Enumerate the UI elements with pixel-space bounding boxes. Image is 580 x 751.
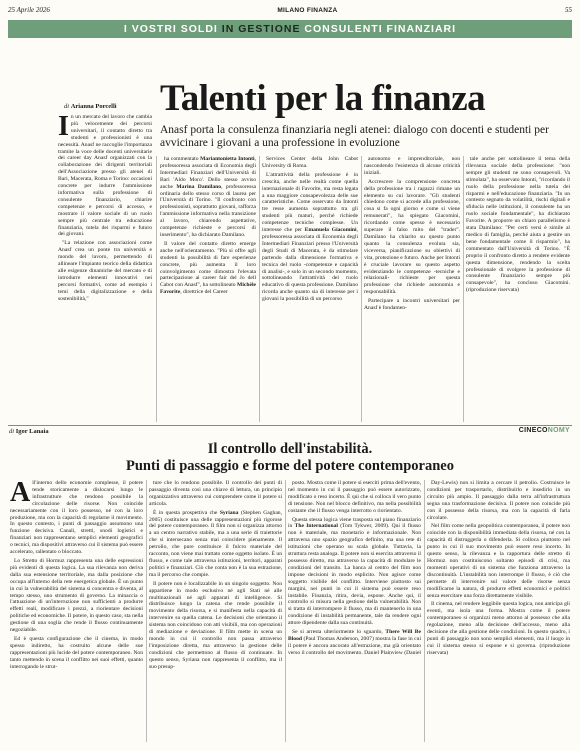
section-part3: CONSULENTI FINANZIARI (304, 23, 457, 35)
article2-col1-p3: Ed è questa configurazione che il cinema, in modo spesso indiretto, ha costruito alcune delle sue rappresentazioni più lucide del potere contemporaneo. Non tanto mettendo in scena il conflitto nei suoi effetti, quanto interrogando le strut- (10, 635, 143, 670)
section-band (8, 20, 572, 38)
tag-part2: NOMY (547, 427, 570, 434)
article2-author-prefix: di (9, 428, 15, 435)
tag-part1: CINECO (518, 427, 548, 434)
column-divider (361, 156, 362, 422)
article1-col3-p2: L'attrattività della professione è in crescita, anche nelle realtà come quella internazionale di Favorite, ma resta legata a una maggiore consapevolezza delle sue caratteristiche. Come osservato da Intonti tre resse aumenta soprattutto tra gli studenti più maturi, perché richiede competenze tecniche complesse. Un interesse che per Emanuela Giacomini, professoressa associata di Economia degli Intermediari Finanziari presso l'Università degli Studi di Macerata, è da stimolare partendo dalla dimensione formativa e tecnica del ruolo -competenze e capacità di analisi-, e solo in un secondo momento, sottolineando l'attrattività del ruolo educativo di questa professione. Damilano ricorda anche quanto sia di interesse per i giovani la possibilità di un percorso (262, 171, 358, 303)
column-divider (156, 156, 157, 422)
article2-col2-p3: Il potere non è localizzabile in un singolo soggetto. Non appartiene in modo esclusivo né agli Stati né alle multinazionali né agli apparati di intelligence. Si distribuisce lungo la catena che rende possibile il movimento della risorsa, e si manifesta nella capacità di intervenire su quella catena. Le decisioni che orientano il sistema non coincidono con atti visibili, ma con operazioni di mediazione e deviazione. Il film mette in scena un mondo in cui il controllo non passa attraverso l'imposizione diretta, ma attraverso la gestione delle condizioni che permettono al flusso di continuare. In questo senso, Syriana non rappresenta il conflitto, ma il suo presup- (149, 580, 282, 670)
article2-col4 (427, 480, 570, 742)
column-divider (259, 156, 260, 422)
article2-col4-p3: Il cinema, nel rendere leggibile questa logica, non anticipa gli eventi, ma isola una forma. Mostra come il potere contemporaneo si organizzi meno attorno al possesso che alla regolazione, meno alla decisione dell'accesso, meno alla decisione che alla gestione delle condizioni. In questo quadro, i punti di passaggio non sono semplici elementi, ma il luogo in cui il sistema stesso si espone e si governa. (riproduzione riservata) (427, 601, 570, 656)
article1-col2 (160, 156, 256, 422)
issue-date: 25 Aprile 2026 (8, 6, 50, 14)
article2-byline (9, 428, 49, 435)
article1-col1 (58, 114, 152, 422)
article2-col3-p1: posto. Mostra come il potere si eserciti prima dell'evento, nel momento in cui il passaggio può essere autorizzato, modificato o reso incerto. È qui che si colloca il vero punto di tensione. Non nel blocco definitivo, ma nella possibilità costante che il flusso venga interrotto o riorientato. (288, 480, 421, 514)
article2-col3-p2: Questa stessa logica viene trasposta sul piano finanziario in The International (Tom Tykwer, 2009). Qui il flusso non è materiale, ma monetario e informazionale. Non attraversa uno spazio geografico definito, ma una rete di istituzioni che operano su scala globale. Tuttavia, la struttura resta analoga. Il potere non si esercita attraverso il possesso diretto, ma attraverso la capacità di modulare le condizioni del transito. La banca al centro del film non impone decisioni in modo esplicito. Non agisce come soggetto visibile del conflitto. Interviene piuttosto sui margini, nei punti in cui il sistema può essere reso instabile. Finanzia, ritira, devia, espone. Anche qui, il controllo si misura nella gestione della vulnerabilità. Non si tratta di interrompere il flusso, ma di mantenerlo in una condizione di instabilità permanente, tale da rendere ogni attore dipendente dalla sua continuità. (288, 516, 421, 627)
article1-col4-p1: autonomo e imprenditoriale, non nascondendo l'esistenza di alcune criticità iniziali. (364, 156, 460, 176)
article1-col3 (262, 156, 358, 422)
article1-col4-p3: Partecipare a incontri universitari per Anasf è fondamen- (364, 298, 460, 312)
article2-col2-p1: ture che lo rendono possibile. Il controllo dei punti di passaggio diventa così una chiave di lettura, un principio organizzativo attraverso cui comprendere come il potere si articola. (149, 480, 282, 507)
article1-col5 (466, 156, 570, 422)
article1-col2-p2: Il valore del contatto diretto emerge anche nell'orientamento. "Più si offre agli studenti la possibilità di fare esperienze concrete, più aumenta il loro coinvolgimento come dimostra l'elevata partecipazione ai career fair del Jo dell Cabot con Anasf", ha sottolineato Michèle Favorite, direttrice del Career (160, 240, 256, 296)
column-divider (463, 156, 464, 422)
article1-col5-p1: tale anche per sottolineare il tema della rilevanza sociale della professione: "non sempre gli studenti ne sono consapevoli. Va stimolata", ha osservato Intonti, "ricordando il ruolo della professione nella tutela dei risparmi e nell'educazione finanziaria. "In un contesto segnato da volatilità, rischi digitali e sfiducia nelle istituzioni, il consulente ha un ruolo sociale fondamentale", ha dichiarato Favorite. A proporre un chiaro parallelismo è stata Damilano: "Per certi versi è simile al medico di famiglia, perché aiuta a gestire un bene fondamentale come il risparmio", ha commentato dall'Università di Torino. "È proprio il confronto diretto a rendere evidente questa dimensione, rendendo la scelta professionale di svolgere la professione di consulente finanziario sempre più consapevole", ha concluso Giacomini. (riproduzione riservata) (466, 156, 570, 294)
article1-col1-p1: n un mercato del lavoro che cambia più velocemente dei percorsi universitari, il contatto diretto tra studenti e professionisti è una necessità. Anasf ne raccoglie l'importanza tramite la voce delle docenti universitarie dei career day Anasf organizzati con la collaborazione dei dirigenti territoriali dell'Associazione presso gli atenei di Bari, Macerata, Roma e Torino: occasioni concrete per indurre l'ammissione informativa sulla professione di consulente finanziario, chiarire competenze e percorsi di accesso, e mostrare il valore sociale di un ruolo sempre più centrale tra educazione finanziaria, tutela dei risparmi e futuro dei giovani. (58, 114, 152, 238)
article2-col2-p2: È in questa prospettiva che Syriana (Stephen Gaghan, 2005) costituisce una delle rappresentazioni più rigorose del potere contemporaneo. Il film non si organizza attorno a un centro narrativo stabile, ma a una serie di traiettorie che si intersecano senza mai coincidere pienamente. Il petrolio, che pure costituisce il fulcro materiale del racconto, non viene mai trattato come oggetto isolato. È un flusso, e come tale attraversa istituzioni, territori, apparati politici e finanziari. Ciò che conta non è la sua estrazione, ma il percorso che compie. (149, 509, 282, 578)
cineconomy-tag (519, 427, 570, 434)
article1-author: Arianna Porcelli (70, 103, 117, 110)
masthead (8, 4, 572, 16)
page-number: 55 (564, 6, 572, 14)
article2-col3 (288, 480, 421, 742)
article1-author-prefix: di (64, 103, 70, 110)
section-part2: IN GESTIONE (221, 23, 301, 35)
article1-subtitle: Anasf porta la consulenza finanziaria negli atenei: dialogo con docenti e studenti per avvicinare i giovani a una professione in evoluzione (160, 124, 549, 149)
article2-col1-p1: ll'interno dello economie complesse, il potere tende storicamente a dislocarsi lungo le infrastrutture che rendono possibile la circolazione delle risorse. Non coincide necessariamente con il loro possesso, né con la loro produzione, ma con la capacità di regolarne il movimento. In questo contesto, i punti di passaggio assumono una funzione decisiva. Canali, stretti, snodi logistici e finanziari non rappresentano semplici elementi geografici o tecnici, ma dispositivi attraverso cui il sistema può essere accelerato, rallentato o bloccato. (10, 480, 143, 556)
paper-name: MILANO FINANZA (277, 6, 338, 14)
article2-col2 (149, 480, 282, 742)
article1-col4-p2: Accrescere la comprensione concreta della professione tra i ragazzi rimane un elemento su cui lavorare. "Gli studenti chiedono come si accede alla professione, cosa si fa ogni giorno e come si viene remunerati", ha spiegato Giacomini, ricordando come spesso è necessario superare il falso mito del "trader". Damilano ha chiarito su questo punto quanto la consulenza evoluta sia, viceversa, pianificazione su obiettivi di vita, protezione e futuro. Anche per Intonti è cruciale lavorare su questo aspetto evidenziando le competenze -tecniche e relazionali- richieste per questa professione che richiede autonomia e responsabilità. (364, 178, 460, 296)
article-separator (8, 425, 572, 426)
article2-col3-p3: Se si arresta ulteriormente lo sguardo, There Will Be Blood (Paul Thomas Anderson, 2007) mostra la fase in cui il potere è ancora ancorato all'estrazione, ma già orientato verso il controllo del movimento. Daniel Plainview (Daniel (288, 629, 421, 656)
column-divider (424, 480, 425, 742)
article1-col2-p1: ha commentato Mariantonietta Intonti, professoressa associata di Economia degli Intermediari Finanziari dell'Università di Bari 'Aldo Moro'. Dello stesso avviso anche Marina Damilano, professoressa ordinaria dello stesso corso di laurea per l'Università di Torino. "Il confronto con professionisti, soprattutto giovani, rafforza l'ammissione informativa nella transizione al lavoro, chiarendo aspettative, competenze richieste e percorsi di inserimento", ha dichiarato Damilano. (160, 156, 256, 238)
article2-col1-p2: Lo Stretto di Hormuz rappresenta una delle espressioni più evidenti di questa logica. La sua rilevanza non deriva dalla sua estensione territoriale, ma dalla posizione che occupa all'interno della rete energetica globale. È un punto in cui la vulnerabilità del sistema si concentra e diventa, al tempo stesso, uno strumento di governo. La minaccia o l'attuazione di un'interruzione non sufficienti a produrre effetti reali, modificare i prezzi, a riorientare decisioni politiche ed economiche. Il potere, in questo caso, sta nella gestione di una soglia che rende il flusso continuamente negoziabile. (10, 557, 143, 634)
article1-byline (64, 103, 117, 110)
article1-col1-p2: "La relazione con associazioni come Anasf crea un ponte tra università e mondo del lavoro, permettendo di allineare l'impianto teorico della didattica alle esigenze dinamiche del mercato e di introdurre elementi innovativi nei percorsi formativi, come ad esempio i temi della digitalizzazione e della sostenibilità," (58, 240, 152, 302)
article1-col3-p1: Services Center della John Cabot University di Roma. (262, 156, 358, 169)
section-part1: I VOSTRI SOLDI (123, 23, 218, 35)
article2-title (8, 441, 572, 475)
column-divider (285, 480, 286, 742)
article2-col4-p2: Nel film come nella geopolitica contemporanea, il potere non coincide con la disponibilità immediata della risorsa, né con la capacità di distruggerla o difenderla. Si colloca piuttosto nel punto in cui il suo movimento può essere reso incerto. In questo senso, la rilevanza e la rapportura delle stretto di Hormuz non costituiscono soltanto episodi di crisi, ma momenti operativi di un sistema che funziona attraverso la discontinuità. L'instabilità non interrompe il flusso, è ciò che permette di intervenire sul valore delle risorse senza modificarne la natura, di produrre effetti economici e politici senza esercitare una forza direttamente visibile. (427, 523, 570, 599)
column-divider (146, 480, 147, 742)
article2-dropcap: A (10, 480, 31, 508)
article1-col4 (364, 156, 460, 422)
article2-author: Igor Lanaia (15, 428, 49, 435)
article2-title-line1: Il controllo dell'instabilità. (207, 441, 373, 457)
article2-col4-p1: Day-Lewis) non si limita a cercare il petrolio. Costruisce le condizioni per trasportarlo, distribuirlo e insedirlo in un circuito più ampio. Il passaggio dalla terra all'infrastruttura segna una trasformazione decisiva. Il potere non coincide più con il possesso della risorsa, ma con la capacità di farla circolare. (427, 480, 570, 521)
article1-title: Talenti per la finanza (160, 78, 486, 119)
article2-title-line2: Punti di passaggio e forme del potere contemporaneo (126, 458, 454, 474)
article2-col1 (10, 480, 143, 742)
article1-dropcap: I (58, 114, 69, 142)
